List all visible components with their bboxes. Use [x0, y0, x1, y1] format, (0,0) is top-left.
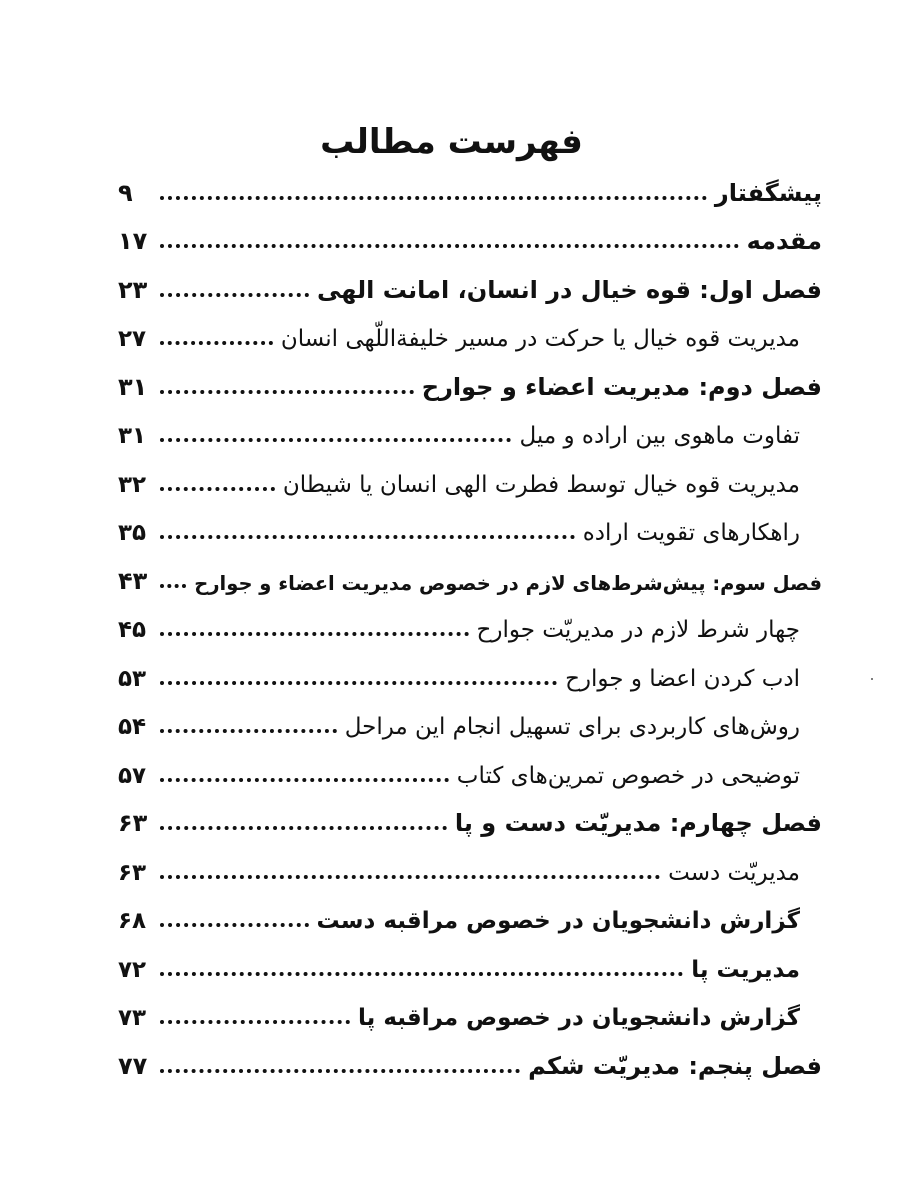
toc-entry-page-number: ۴۳	[118, 566, 148, 595]
table-of-contents	[118, 166, 822, 1088]
toc-entry-page-number: ۳۲	[118, 471, 147, 498]
dot-leader	[160, 244, 739, 248]
dot-leader	[160, 632, 469, 636]
toc-entry-title: راهکارهای تقویت اراده	[582, 520, 800, 546]
toc-entry-title: پیشگفتار	[714, 178, 822, 207]
toc-entry	[118, 263, 822, 312]
dot-leader	[160, 341, 273, 345]
dot-leader	[160, 584, 186, 588]
toc-entry-title: فصل دوم: مدیریت اعضاء و جوارح	[421, 372, 822, 401]
toc-entry-page-number: ۶۳	[118, 859, 147, 886]
toc-entry-page-number: ۷۷	[118, 1051, 148, 1080]
dot-leader	[160, 1020, 350, 1024]
toc-entry	[118, 1039, 822, 1088]
toc-entry	[118, 845, 822, 894]
toc-entry	[118, 797, 822, 846]
toc-entry-page-number: ۵۴	[118, 714, 147, 740]
dot-leader	[160, 487, 275, 491]
toc-entry-page-number: ۶۸	[118, 908, 147, 934]
dot-leader	[160, 438, 511, 442]
dot-leader	[160, 729, 337, 733]
dot-leader	[160, 1069, 520, 1073]
dot-leader	[160, 293, 309, 297]
toc-entry-title: مقدمه	[746, 227, 822, 255]
dot-leader	[160, 681, 557, 685]
toc-entry-title: فصل سوم: پیش‌شرط‌های لازم در خصوص مدیریت اعضاء و جوارح	[194, 571, 822, 595]
toc-entry	[118, 651, 822, 700]
toc-entry	[118, 409, 822, 458]
dot-leader	[160, 923, 309, 927]
toc-entry	[118, 554, 822, 603]
toc-entry-title: مدیریّت دست	[668, 859, 800, 886]
toc-entry-page-number: ۳۵	[118, 520, 147, 546]
toc-entry-title: مدیریت قوه خیال یا حرکت در مسیر خلیفةاللّهی انسان	[280, 326, 800, 352]
toc-entry-page-number: ۳۱	[118, 372, 148, 401]
paper-speck	[871, 678, 873, 680]
dot-leader	[160, 196, 707, 200]
toc-entry-title: گزارش دانشجویان در خصوص مراقبه پا	[358, 1005, 800, 1031]
toc-entry-title: فصل پنجم: مدیریّت شکم	[528, 1051, 822, 1080]
toc-entry	[118, 457, 822, 506]
toc-entry-title: ادب کردن اعضا و جوارح	[565, 665, 800, 692]
toc-entry-page-number: ۷۳	[118, 1005, 147, 1031]
toc-entry-page-number: ۶۳	[118, 809, 148, 837]
toc-entry-page-number: ۱۷	[118, 227, 148, 255]
toc-entry	[118, 942, 822, 991]
toc-entry-page-number: ۴۵	[118, 617, 147, 643]
dot-leader	[160, 826, 447, 830]
toc-entry	[118, 991, 822, 1040]
page-title: فهرست مطالب	[320, 122, 583, 162]
toc-entry	[118, 215, 822, 264]
toc-entry-title: توضیحی در خصوص تمرین‌های کتاب	[456, 762, 800, 789]
toc-entry-title: روش‌های کاربردی برای تسهیل انجام این مراحل	[344, 714, 800, 740]
dot-leader	[160, 972, 683, 976]
toc-entry-page-number: ۹	[118, 178, 133, 207]
toc-entry-page-number: ۷۲	[118, 956, 147, 983]
toc-entry-title: مدیریت پا	[691, 956, 800, 983]
toc-entry-page-number: ۵۳	[118, 665, 147, 692]
toc-entry-title: چهار شرط لازم در مدیریّت جوارح	[476, 617, 800, 643]
toc-entry	[118, 312, 822, 361]
toc-entry-title: گزارش دانشجویان در خصوص مراقبه دست	[316, 908, 800, 934]
dot-leader	[160, 875, 660, 879]
toc-entry-title: مدیریت قوه خیال توسط فطرت الهی انسان یا شیطان	[282, 471, 800, 498]
toc-entry	[118, 700, 822, 749]
toc-entry	[118, 603, 822, 652]
toc-entry-title: فصل اول: قوه خیال در انسان، امانت الهی	[317, 275, 822, 304]
dot-leader	[160, 535, 575, 539]
toc-entry-page-number: ۵۷	[118, 762, 147, 789]
dot-leader	[160, 778, 449, 782]
toc-entry	[118, 360, 822, 409]
toc-entry	[118, 166, 822, 215]
toc-entry-title: تفاوت ماهوی بین اراده و میل	[519, 423, 800, 449]
toc-entry-title: فصل چهارم: مدیریّت دست و پا	[454, 809, 822, 837]
toc-entry-page-number: ۳۱	[118, 423, 147, 449]
dot-leader	[160, 390, 414, 394]
toc-entry	[118, 748, 822, 797]
toc-entry-page-number: ۲۷	[118, 326, 147, 352]
toc-entry	[118, 506, 822, 555]
toc-entry-page-number: ۲۳	[118, 275, 148, 304]
toc-entry	[118, 894, 822, 943]
